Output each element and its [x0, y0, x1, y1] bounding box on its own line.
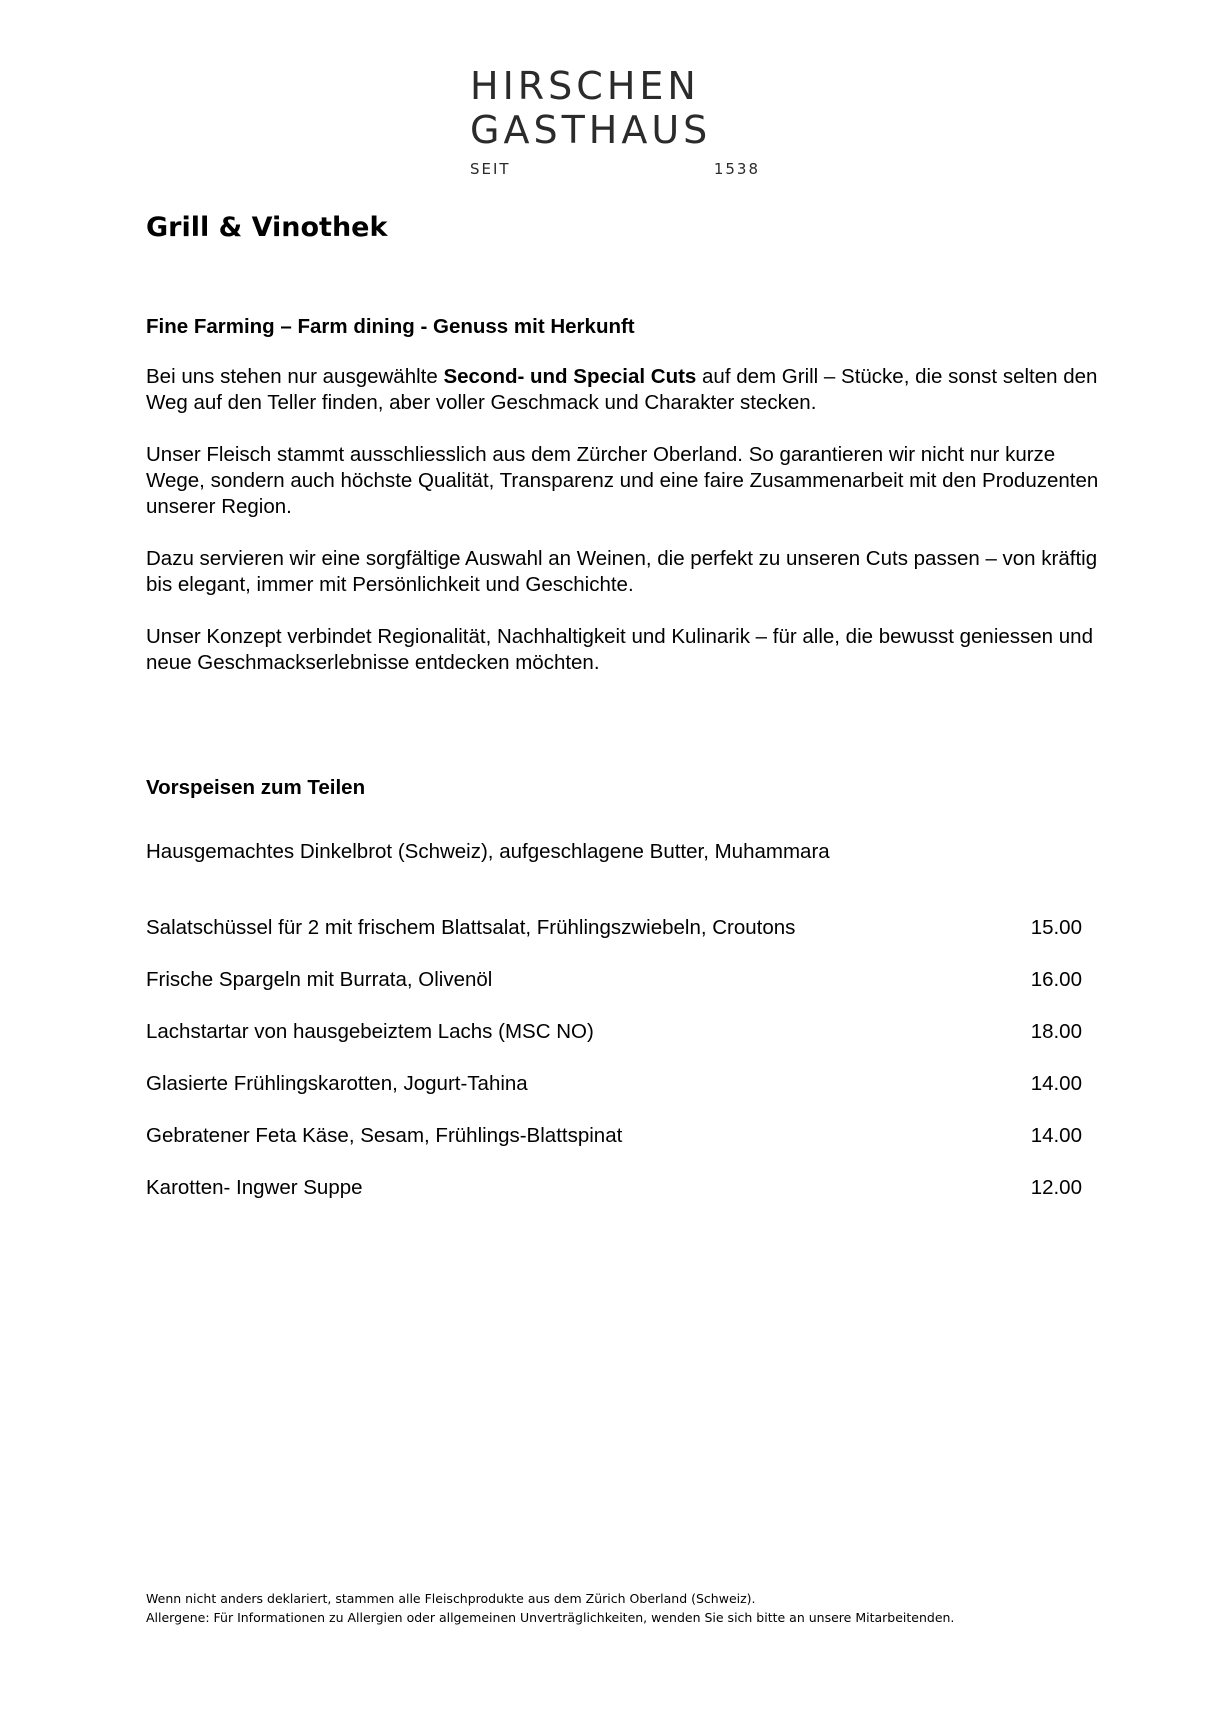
- menu-item-name: Karotten- Ingwer Suppe: [146, 1176, 363, 1199]
- intro-heading: Fine Farming – Farm dining - Genuss mit Herkunft: [146, 315, 635, 338]
- logo-seit: SEIT: [470, 160, 511, 178]
- page-title: Grill & Vinothek: [146, 212, 388, 243]
- menu-section-starters: [146, 776, 1082, 1228]
- footer-notes: [146, 1589, 954, 1627]
- footer-origin-note: Wenn nicht anders deklariert, stammen alle Fleischprodukte aus dem Zürich Oberland (Schweiz).: [146, 1591, 756, 1606]
- footer-allergen-note: Allergene: Für Informationen zu Allergien oder allgemeinen Unverträglichkeiten, wenden Sie sich bitte an unsere Mitarbeitenden.: [146, 1610, 955, 1625]
- intro-paragraph-1: [146, 364, 1106, 416]
- logo-line-2: GASTHAUS: [470, 108, 712, 152]
- menu-item: [146, 916, 1082, 968]
- menu-item-name: Glasierte Frühlingskarotten, Jogurt-Tahina: [146, 1072, 528, 1095]
- menu-item-price: 16.00: [1030, 968, 1082, 991]
- logo-year: 1538: [713, 160, 760, 178]
- logo-tagline: [470, 160, 760, 178]
- logo-line-1: HIRSCHEN: [470, 64, 700, 108]
- menu-item-price: 14.00: [1030, 1072, 1082, 1095]
- intro-p1-bold: Second- und Special Cuts: [443, 365, 697, 388]
- intro-paragraph-4: Unser Konzept verbindet Regionalität, Nachhaltigkeit und Kulinarik – für alle, die bewusst geniessen und neue Geschmackserlebnisse entdecken möchten.: [146, 625, 1093, 674]
- menu-item: [146, 1176, 1082, 1228]
- intro-paragraph-3: Dazu servieren wir eine sorgfältige Auswahl an Weinen, die perfekt zu unseren Cuts passen – von kräftig bis elegant, immer mit Persönlichkeit und Geschichte.: [146, 547, 1098, 596]
- intro-p1-after: auf dem Grill – Stücke, die sonst selten den Weg auf den Teller finden, aber voller Geschmack und Charakter stecken.: [146, 365, 1098, 414]
- section-heading: Vorspeisen zum Teilen: [146, 776, 366, 799]
- menu-item-price: 12.00: [1030, 1176, 1082, 1199]
- menu-item-price: 15.00: [1030, 916, 1082, 939]
- menu-item: [146, 1124, 1082, 1176]
- menu-item-name: Frische Spargeln mit Burrata, Olivenöl: [146, 968, 493, 991]
- menu-item-name: Salatschüssel für 2 mit frischem Blattsalat, Frühlingszwiebeln, Croutons: [146, 916, 796, 939]
- brand-logo: [470, 64, 760, 178]
- intro-p1-before: Bei uns stehen nur ausgewählte: [146, 365, 444, 388]
- menu-item: [146, 968, 1082, 1020]
- menu-item-name: Lachstartar von hausgebeiztem Lachs (MSC NO): [146, 1020, 594, 1043]
- bread-item: Hausgemachtes Dinkelbrot (Schweiz), aufgeschlagene Butter, Muhammara: [146, 840, 830, 863]
- menu-item-price: 18.00: [1030, 1020, 1082, 1043]
- menu-item-name: Gebratener Feta Käse, Sesam, Frühlings-Blattspinat: [146, 1124, 623, 1147]
- intro-paragraph-2: Unser Fleisch stammt ausschliesslich aus dem Zürcher Oberland. So garantieren wir nicht nur kurze Wege, sondern auch höchste Qualität, Transparenz und eine faire Zusammenarbeit mit den Produzenten unserer Region.: [146, 443, 1099, 518]
- menu-list: [146, 916, 1082, 1228]
- menu-item: [146, 1020, 1082, 1072]
- menu-item: [146, 1072, 1082, 1124]
- menu-item-price: 14.00: [1030, 1124, 1082, 1147]
- intro-section: [146, 314, 1106, 702]
